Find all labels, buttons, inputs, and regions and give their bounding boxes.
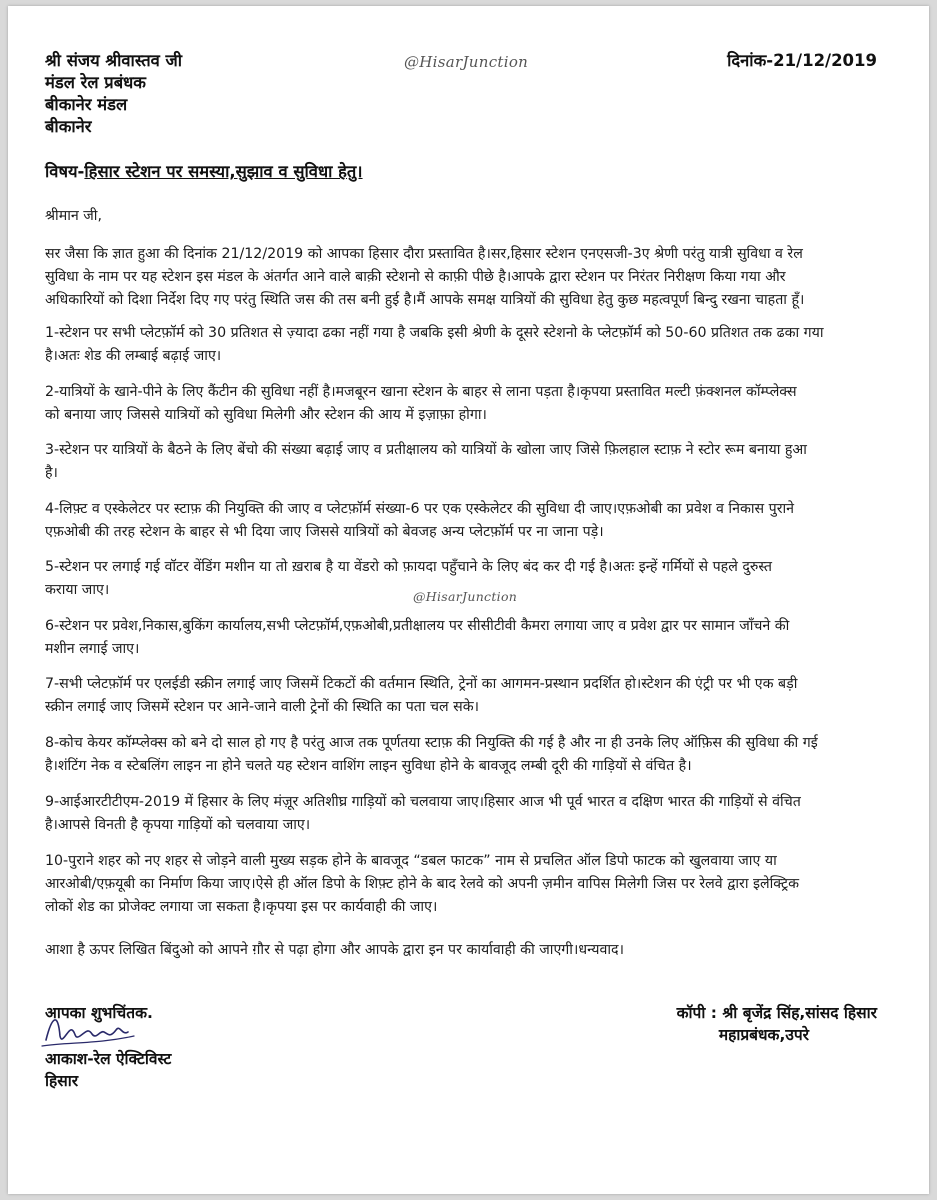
- paragraph-line: आशा है ऊपर लिखित बिंदुओ को आपने ग़ौर से पढ़ा होगा और आपके द्वारा इन पर कार्यावाही की जाएगी।धन्यवाद।: [45, 942, 624, 958]
- paragraph-line: है।शंटिंग नेक व स्टेबलिंग लाइन ना होने चलते यह स्टेशन वाशिंग लाइन सुविधा होने के बावजूद लम्बी दूरी की गाड़ियों से वंचित है।: [45, 758, 692, 774]
- sender-name: श्री संजय श्रीवास्तव जी: [45, 51, 183, 70]
- sender-division: बीकानेर मंडल: [45, 95, 128, 114]
- paragraph-line: 6-स्टेशन पर प्रवेश,निकास,बुकिंग कार्यालय,सभी प्लेटफ़ॉर्म,एफ़ओबी,प्रतीक्षालय पर सीसीटीवी कैमरा लगाया जाए व प्रवेश द्वार पर सामान जाँचने की: [45, 618, 790, 634]
- watermark-top: @HisarJunction: [404, 53, 529, 71]
- letter-date: दिनांक-21/12/2019: [727, 51, 877, 70]
- paragraph-line: सर जैसा कि ज्ञात हुआ की दिनांक 21/12/2019 को आपका हिसार दौरा प्रस्तावित है।सर,हिसार स्टेशन एनएसजी-3ए श्रेणी परंतु यात्री सुविधा व रेल: [45, 246, 803, 262]
- closing-name: आकाश-रेल ऐक्टिविस्ट: [45, 1050, 172, 1068]
- paragraph-line: 7-सभी प्लेटफ़ॉर्म पर एलईडी स्क्रीन लगाई जाए जिसमें टिकटों की वर्तमान स्थिति, ट्रेनों का आगमन-प्रस्थान प्रदर्शित हो।स्टेशन की एंट्री पर भी एक बड़ी: [45, 676, 798, 692]
- paragraph-line: कराया जाए।: [45, 582, 110, 598]
- paragraph-line: 3-स्टेशन पर यात्रियों के बैठने के लिए बेंचो की संख्या बढ़ाई जाए व प्रतीक्षालय को यात्रियों के खोला जाए जिसे फ़िलहाल स्टाफ़ ने स्टोर रूम बनाया हुआ: [45, 442, 807, 458]
- paragraph-point-8: [45, 732, 887, 778]
- paragraph-line: स्क्रीन लगाई जाए जिसमें स्टेशन पर आने-जाने वाली ट्रेनों की स्थिति का पता चल सके।: [45, 699, 480, 715]
- paragraph-line: है।अतः शेड की लम्बाई बढ़ाई जाए।: [45, 348, 222, 364]
- paragraph-closing: [45, 939, 887, 962]
- paragraph-line: 10-पुराने शहर को नए शहर से जोड़ने वाली मुख्य सड़क होने के बावजूद “डबल फाटक” नाम से प्रचलित ऑल डिपो फाटक को खुलवाया जाए या: [45, 853, 777, 869]
- letter-page: [8, 6, 929, 1194]
- subject-prefix: विषय-: [45, 162, 85, 181]
- paragraph-line: 9-आईआरटीटीएम-2019 में हिसार के लिए मंज़ूर अतिशीघ्र गाड़ियों को चलवाया जाए।हिसार आज भी पूर्व भारत व दक्षिण भारत की गाड़ियों से वंचित: [45, 794, 801, 810]
- paragraph-point-6: [45, 615, 887, 661]
- paragraph-line: है।: [45, 465, 58, 481]
- copy-line-1: कॉपी : श्री बृजेंद्र सिंह,सांसद हिसार: [676, 1004, 877, 1022]
- paragraph-point-2: [45, 381, 887, 427]
- copy-line-2: महाप्रबंधक,उपरे: [718, 1026, 809, 1044]
- signature-scribble: [38, 1006, 148, 1054]
- copy-block: [677, 1002, 877, 1046]
- paragraph-line: 5-स्टेशन पर लगाई गई वॉटर वेंडिंग मशीन या तो ख़राब है या वेंडरो को फ़ायदा पहुँचाने के लिए बंद कर दी गई है।अतः इन्हें गर्मियों से पहले दुरुस्त: [45, 559, 772, 575]
- paragraph-line: को बनाया जाए जिससे यात्रियों को सुविधा मिलेगी और स्टेशन की आय में इज़ाफ़ा होगा।: [45, 407, 487, 423]
- closing-block: [45, 1048, 171, 1092]
- paragraph-point-3: [45, 439, 887, 485]
- closing-city: हिसार: [45, 1072, 79, 1090]
- paragraph-point-4: [45, 498, 887, 544]
- paragraph-line: सुविधा के नाम पर यह स्टेशन इस मंडल के अंतर्गत आने वाले बाक़ी स्टेशनो से काफ़ी पीछे है।आपके द्वारा स्टेशन पर निरंतर निरीक्षण किया गया और: [45, 269, 786, 285]
- paragraph-line: मशीन लगाई जाए।: [45, 641, 140, 657]
- paragraph-line: लोकों शेड का प्रोजेक्ट लगाया जा सकता है।कृपया इस पर कार्यवाही की जाए।: [45, 899, 438, 915]
- sender-city: बीकानेर: [45, 117, 92, 136]
- watermark-mid: @HisarJunction: [413, 589, 518, 604]
- paragraph-line: 2-यात्रियों के खाने-पीने के लिए कैंटीन की सुविधा नहीं है।मजबूरन खाना स्टेशन के बाहर से लाना पड़ता है।कृपया प्रस्तावित मल्टी फ़ंक्शनल कॉम्प्लेक्स: [45, 384, 797, 400]
- paragraph-intro: [45, 243, 887, 312]
- paragraph-line: है।आपसे विनती है कृपया गाड़ियों को चलवाया जाए।: [45, 817, 311, 833]
- paragraph-line: 4-लिफ़्ट व एस्केलेटर पर स्टाफ़ की नियुक्ति की जाए व प्लेटफ़ॉर्म संख्या-6 पर एक एस्केलेटर की सुविधा दी जाए।एफ़ओबी का प्रवेश व निकास पुराने: [45, 501, 795, 517]
- sender-block: [45, 50, 182, 138]
- paragraph-line: 1-स्टेशन पर सभी प्लेटफ़ॉर्म को 30 प्रतिशत से ज़्यादा ढका नहीं गया है जबकि इसी श्रेणी के दूसरे स्टेशनो के प्लेटफ़ॉर्म को 50-60 प्रतिशत तक ढका गया: [45, 325, 824, 341]
- subject-line: [45, 159, 363, 182]
- paragraph-line: एफ़ओबी की तरह स्टेशन के बाहर से भी दिया जाए जिससे यात्रियों को बेवजह अन्य प्लेटफ़ॉर्म पर ना जाना पड़े।: [45, 524, 604, 540]
- sender-designation: मंडल रेल प्रबंधक: [45, 73, 146, 92]
- paragraph-line: आरओबी/एफ़यूबी का निर्माण किया जाए।ऐसे ही ऑल डिपो के शिफ़्ट होने के बाद रेलवे को अपनी ज़मीन वापिस मिलेगी जिस पर रेलवे द्वारा इलेक्ट्रिक: [45, 876, 800, 892]
- salutation: श्रीमान जी,: [45, 208, 102, 224]
- paragraph-line: 8-कोच केयर कॉम्प्लेक्स को बने दो साल हो गए है परंतु आज तक पूर्णतया स्टाफ़ की नियुक्ति की गई है और ना ही उनके लिए ऑफ़िस की सुविधा की गई: [45, 735, 818, 751]
- paragraph-line: अधिकारियों को दिशा निर्देश दिए गए परंतु स्थिति जस की तस बनी हुई है।मैं आपके समक्ष यात्रियों की सुविधा हेतु कुछ महत्वपूर्ण बिन्दु रखना चाहता हूँ।: [45, 292, 805, 308]
- paragraph-point-1: [45, 322, 887, 368]
- closing-well-wisher: आपका शुभचिंतक.: [45, 1004, 153, 1022]
- subject-text: हिसार स्टेशन पर समस्या,सुझाव व सुविधा हेतु।: [84, 162, 363, 181]
- paragraph-point-9: [45, 791, 887, 837]
- paragraph-point-10: [45, 850, 887, 919]
- paragraph-point-7: [45, 673, 887, 719]
